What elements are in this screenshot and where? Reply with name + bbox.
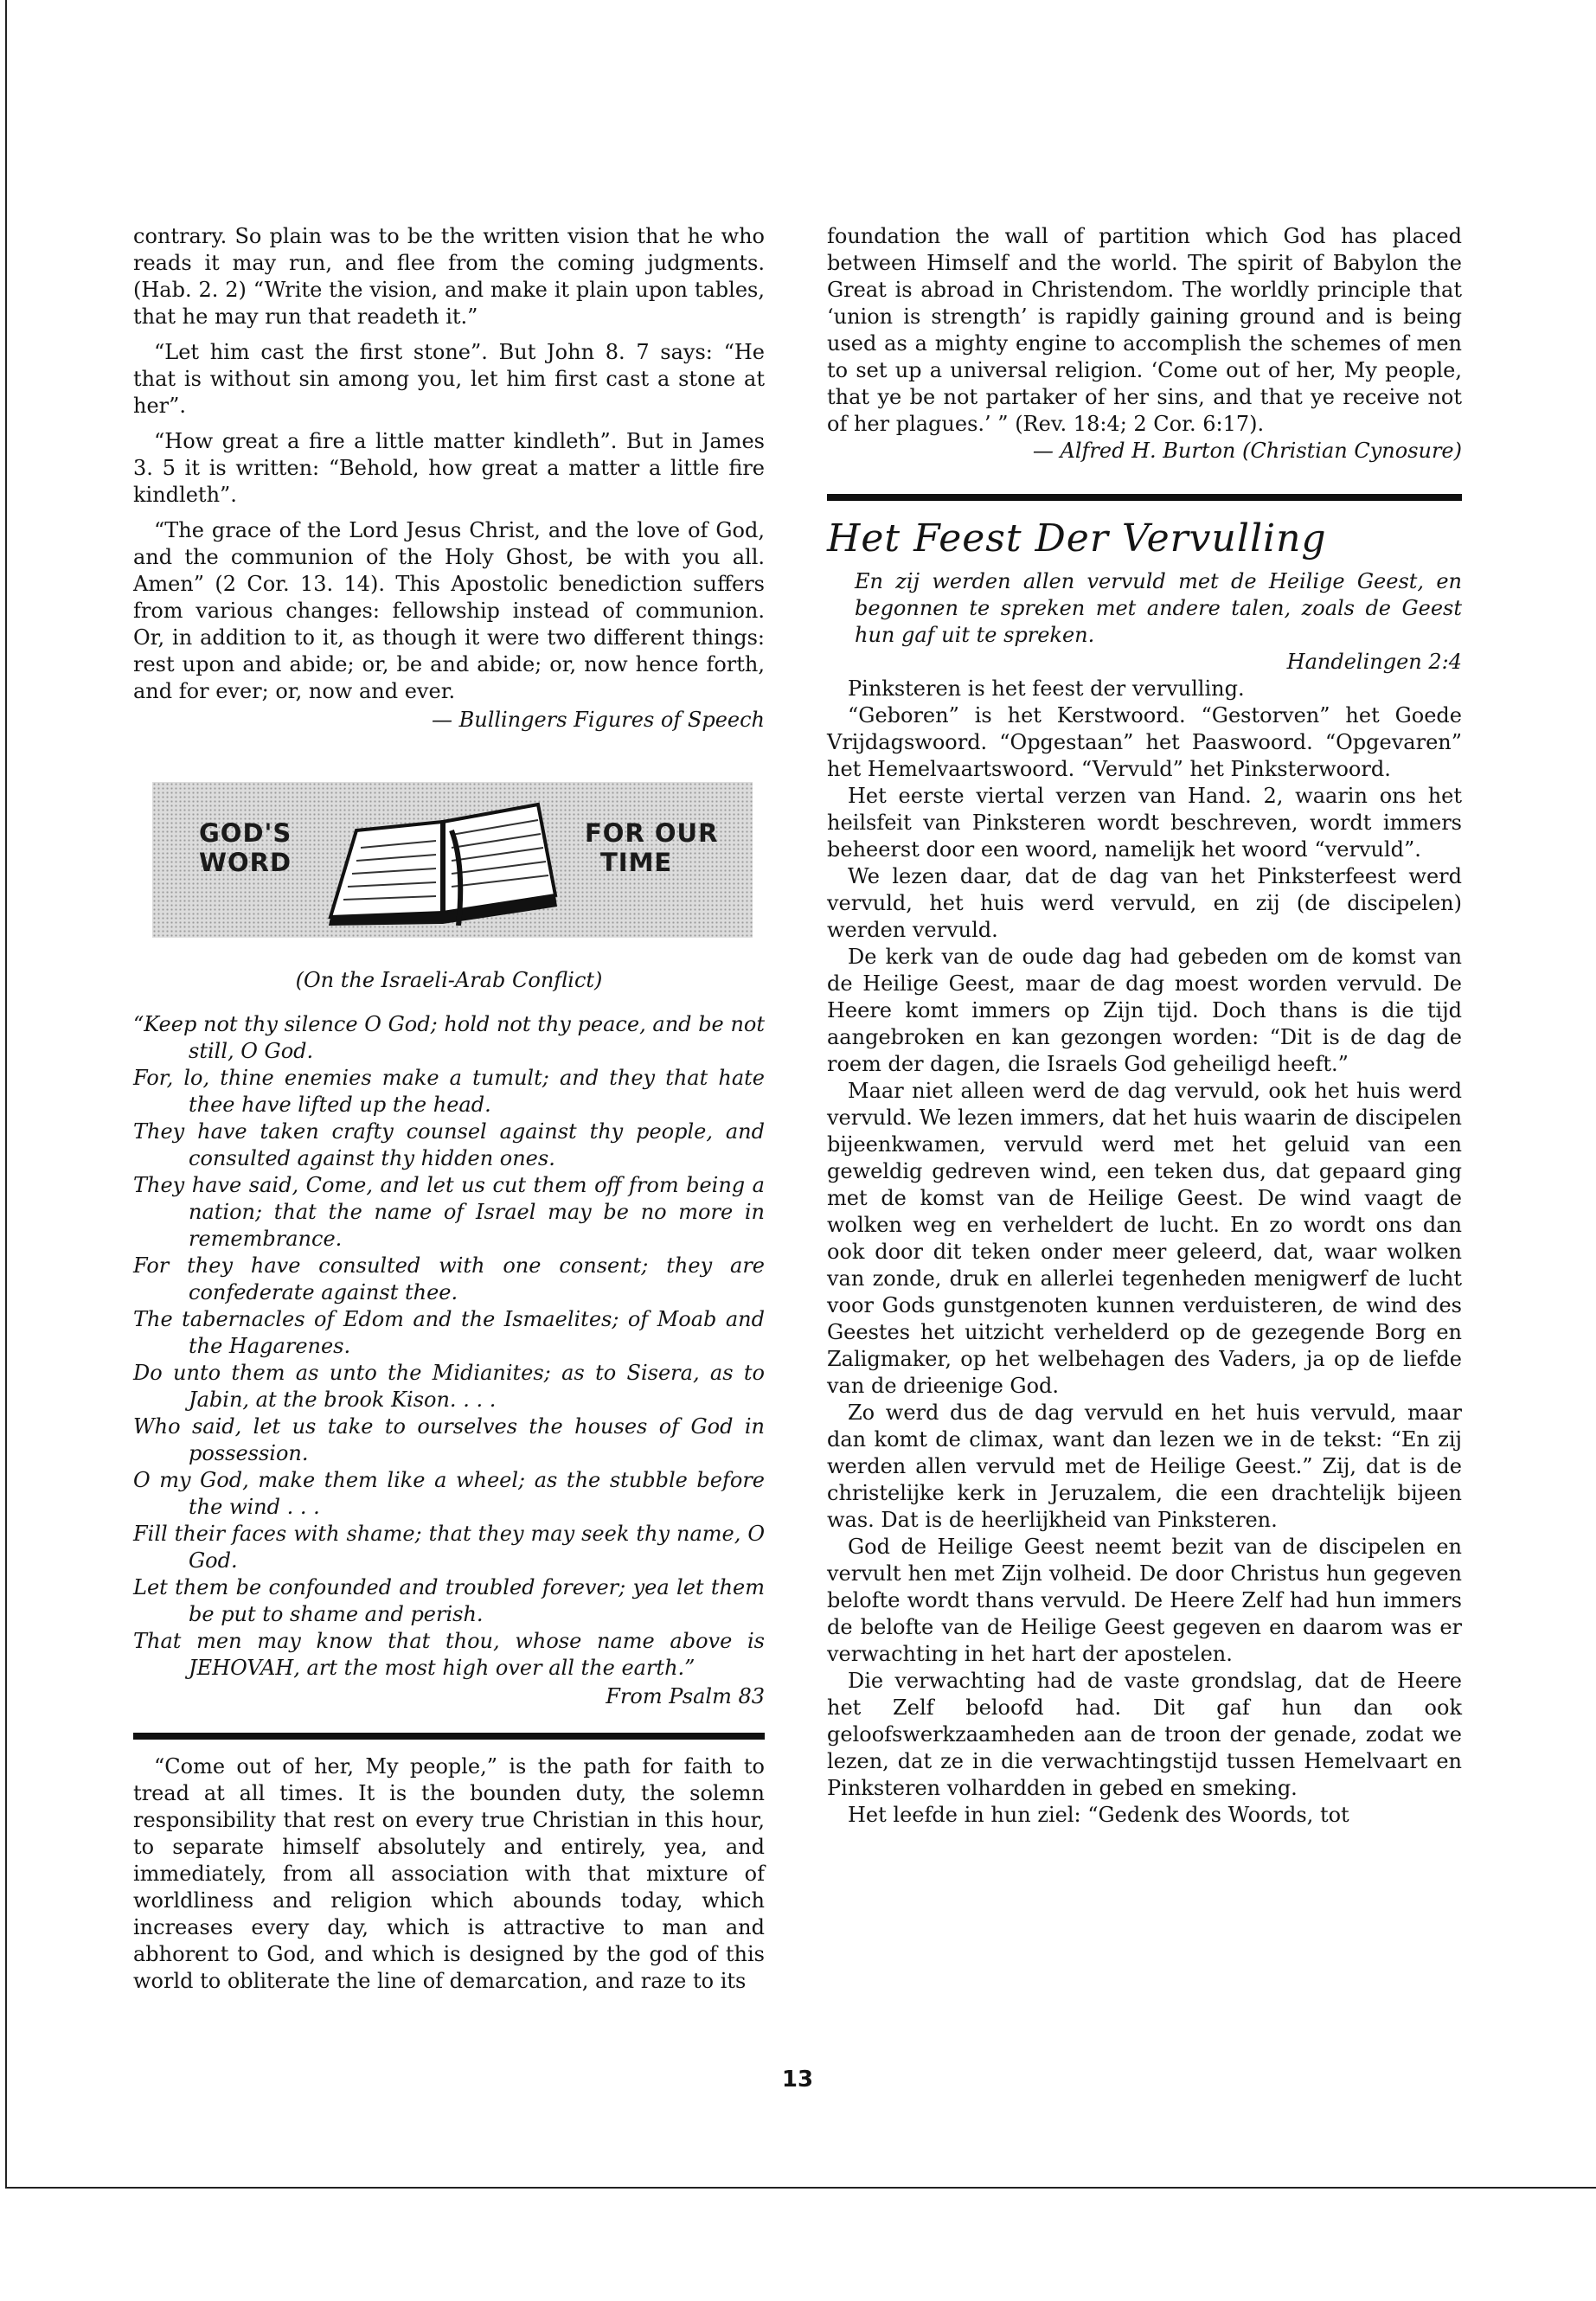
article-paragraph-9: Die verwachting had de vaste grondslag, dat de Heere het Zelf beloofd had. Dit gaf hun dan ook geloofswerkzaamheden aan de troon der genade, zodat we lezen, dat ze in die verwachtingstijd tussen Hemelvaart en Pinksteren volhardden in gebed en smeking. <box>827 1669 1462 1800</box>
psalm-line-8: Who said, let us take to ourselves the houses of God in possession. <box>133 1414 765 1465</box>
left-paragraph-4: “The grace of the Lord Jesus Christ, and the love of God, and the communion of the Holy Ghost, be with you all. Amen” (2 Cor. 13. 14). This Apostolic benediction suffers from various changes: fellowship instead of communion. Or, in addition to it, as though it were two different things: rest upon and abide; or, be and abide; or, now hence forth, and for ever; or, now and ever. <box>133 518 765 703</box>
gods-word-banner <box>152 782 753 938</box>
psalm-line-3: They have taken crafty counsel against thy people, and consulted against thy hidden ones. <box>133 1119 765 1170</box>
banner-left-line-1: GOD'S <box>199 818 292 848</box>
right-attribution: — Alfred H. Burton (Christian Cynosure) <box>1032 439 1462 463</box>
article-paragraph-6: Maar niet alleen werd de dag vervuld, ook het huis werd vervuld. We lezen immers, dat het huis waarin de discipelen bijeenkwamen, vervuld werd met het geluid van een geweldig gedreven wind, een teken dus, dat gepaard ging met de komst van de Heilige Geest. De wind vaagt de wolken weg en verheldert de lucht. En zo wordt ons dan ook door dit teken onder meer geleerd, dat, waar wolken van zonde, druk en allerlei tegenheden menigwerf de lucht voor Gods gunstgenoten kunnen verduisteren, de wind des Geestes het uitzicht verhelderd op de gezegende Borg en Zaligmaker, op het welbehagen des Vaders, ja op de liefde van de drieenige God. <box>827 1079 1462 1398</box>
page-edge-left <box>5 0 7 2189</box>
article-paragraph-3: Het eerste viertal verzen van Hand. 2, waarin ons het heilsfeit van Pinksteren wordt beschreven, wordt immers beheerst door een woord, namelijk het woord “vervuld”. <box>827 784 1462 862</box>
banner-left-text <box>199 818 292 877</box>
psalm-line-5: For they have consulted with one consent; they are confederate against thee. <box>133 1253 765 1304</box>
left-paragraph-3: “How great a fire a little matter kindleth”. But in James 3. 5 it is written: “Behold, how great a matter a little fire kindleth”. <box>133 429 765 507</box>
left-paragraph-bottom: “Come out of her, My people,” is the path for faith to tread at all times. It is the bounden duty, the solemn responsibility that rest on every true Christian in this hour, to separate himself absolutely and entirely, yea, and immediately, from all association with that mixture of worldliness and religion which abounds today, which increases every day, which is attractive to man and abhorent to God, and which is designed by the god of this world to obliterate the line of demarcation, and raze to its <box>133 1754 765 1993</box>
article-paragraph-7: Zo werd dus de dag vervuld en het huis vervuld, maar dan komt de climax, want dan lezen we in de tekst: “En zij werden allen vervuld met de Heilige Geest.” Zij, dat is de christelijke kerk in Jeruzalem, die een drachtelijk bijeen was. Dat is de heerlijkheid van Pinksteren. <box>827 1400 1462 1532</box>
right-paragraph-top: foundation the wall of partition which God has placed between Himself and the world. The spirit of Babylon the Great is abroad in Christendom. The worldly principle that ‘union is strength’ is rapidly gaining ground and is being used as a mighty engine to accomplish the schemes of men to set up a universal religion. ‘Come out of her, My people, that ye be not partaker of her sins, and that ye receive not of her plagues.’ ” (Rev. 18:4; 2 Cor. 6:17). <box>827 224 1462 436</box>
left-paragraph-1: contrary. So plain was to be the written vision that he who reads it may run, and flee from the coming judgments. (Hab. 2. 2) “Write the vision, and make it plain upon tables, that he may run that readeth it.” <box>133 224 765 329</box>
right-divider <box>827 494 1462 501</box>
banner-right-line-1: FOR OUR <box>585 818 719 848</box>
article-paragraph-2: “Geboren” is het Kerstwoord. “Gestorven” het Goede Vrijdagswoord. “Opgestaan” het Paaswoord. “Opgevaren” het Hemelvaartswoord. “Vervuld” het Pinksterwoord. <box>827 703 1462 781</box>
left-divider <box>133 1733 765 1740</box>
psalm-line-6: The tabernacles of Edom and the Ismaelites; of Moab and the Hagarenes. <box>133 1307 765 1358</box>
article-paragraph-4: We lezen daar, dat de dag van het Pinksterfeest werd vervuld, het huis werd vervuld, en zij (de discipelen) werden vervuld. <box>827 864 1462 942</box>
epigraph-reference: Handelingen 2:4 <box>1286 650 1462 674</box>
psalm-line-10: Fill their faces with shame; that they may seek thy name, O God. <box>133 1522 765 1573</box>
right-column <box>827 223 1462 1829</box>
psalm-line-11: Let them be confounded and troubled forever; yea let them be put to shame and perish. <box>133 1575 765 1626</box>
psalm-block <box>133 1011 765 1682</box>
article-paragraph-8: God de Heilige Geest neemt bezit van de discipelen en vervult hen met Zijn volheid. De door Christus hun gegeven belofte wordt thans vervuld. De Heere Zelf had hun immers de belofte van de Heilige Geest gegeven en daarom was er verwachting in het hart der apostelen. <box>827 1535 1462 1666</box>
article-paragraph-1: Pinksteren is het feest der vervulling. <box>848 676 1245 701</box>
psalm-caption: (On the Israeli-Arab Conflict) <box>295 968 603 992</box>
article-paragraph-10: Het leefde in hun ziel: “Gedenk des Woords, tot <box>848 1803 1349 1827</box>
banner-right-line-2: TIME <box>600 848 673 877</box>
page-edge-bottom <box>5 2187 1596 2189</box>
article-epigraph: En zij werden allen vervuld met de Heilige Geest, en begonnen te spreken met andere talen, zoals de Geest hun gaf uit te spreken. <box>855 569 1462 647</box>
page-number: 13 <box>781 2067 814 2093</box>
psalm-line-1: “Keep not thy silence O God; hold not thy peace, and be not still, O God. <box>133 1012 765 1063</box>
banner-right-text <box>585 818 718 877</box>
left-attribution: — Bullingers Figures of Speech <box>431 708 765 732</box>
left-paragraph-2: “Let him cast the first stone”. But John 8. 7 says: “He that is without sin among you, let him first cast a stone at her”. <box>133 340 765 418</box>
article-title: Het Feest Der Vervulling <box>827 516 1327 561</box>
article-paragraph-5: De kerk van de oude dag had gebeden om de komst van de Heilige Geest, maar de dag moest worden vervuld. De Heere komt immers op Zijn tijd. Doch thans is die tijd aangebroken en kan gezongen worden: “Dit is de dag de roem der dagen, die Israels God geheiligd heeft.” <box>827 945 1462 1076</box>
left-column <box>133 223 765 2003</box>
psalm-source: From Psalm 83 <box>606 1684 765 1708</box>
open-bible-icon <box>322 796 564 926</box>
psalm-line-12: That men may know that thou, whose name above is JEHOVAH, art the most high over all the earth.” <box>133 1629 765 1680</box>
psalm-line-2: For, lo, thine enemies make a tumult; and they that hate thee have lifted up the head. <box>133 1066 765 1117</box>
banner-left-line-2: WORD <box>199 848 292 877</box>
psalm-line-9: O my God, make them like a wheel; as the stubble before the wind . . . <box>133 1468 765 1519</box>
psalm-line-7: Do unto them as unto the Midianites; as to Sisera, as to Jabin, at the brook Kison. . . . <box>133 1361 765 1412</box>
psalm-line-4: They have said, Come, and let us cut them off from being a nation; that the name of Israel may be no more in remembrance. <box>133 1173 765 1251</box>
